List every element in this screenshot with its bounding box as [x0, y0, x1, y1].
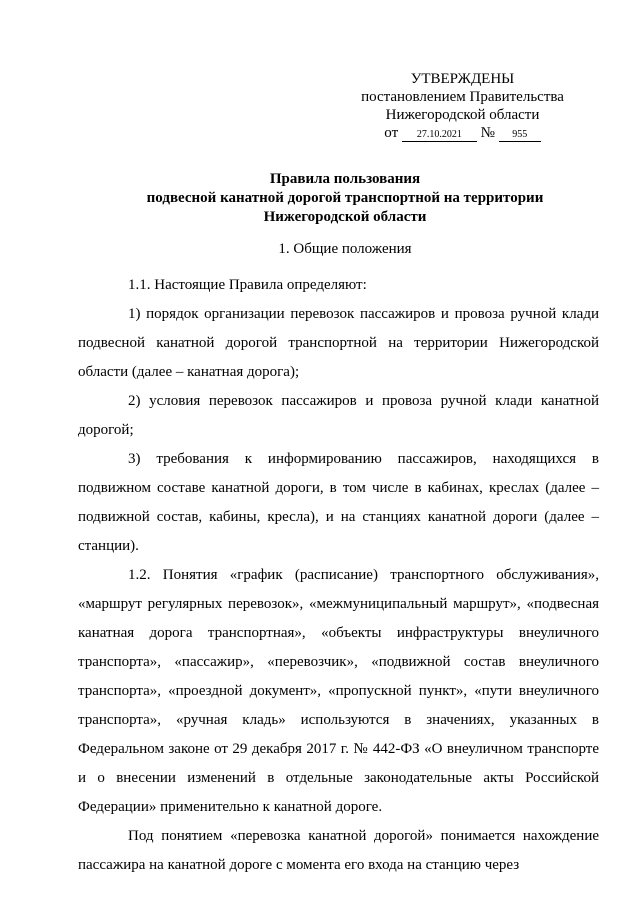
- title-line-3: Нижегородской области: [263, 209, 427, 225]
- paragraph: 1) порядок организации перевозок пассажиров и провоза ручной клади подвесной канатной дорогой транспортной на территории Нижегородской области (далее – канатная дорога);: [78, 306, 599, 380]
- section-heading: 1. Общие положения: [278, 241, 412, 257]
- approval-date-row: [360, 124, 565, 142]
- document-body: [78, 271, 599, 880]
- paragraph: 2) условия перевозок пассажиров и провоза ручной клади канатной дорогой;: [78, 393, 599, 438]
- approval-number-sign: №: [480, 125, 495, 141]
- paragraph: 1.2. Понятия «график (расписание) транспортного обслуживания», «маршрут регулярных перевозок», «межмуниципальный маршрут», «подвесная канатная дорога транспортная», «объекты инфраструктуры внеуличного транспорта», «пассажир», «перевозчик», «подвижной состав внеуличного транспорта», «проездной документ», «пропускной пункт», «пути внеуличного транспорта», «ручная кладь» используются в значениях, указанных в Федеральном законе от 29 декабря 2017 г. № 442-ФЗ «О внеуличном транспорте и о внесении изменений в отдельные законодательные акты Российской Федерации» применительно к канатной дороге.: [78, 567, 599, 815]
- paragraph: Под понятием «перевозка канатной дорогой» понимается нахождение пассажира на канатной дороге с момента его входа на станцию через: [78, 828, 599, 873]
- paragraph: 1.1. Настоящие Правила определяют:: [128, 277, 367, 293]
- approval-line-2: Нижегородской области: [385, 107, 540, 123]
- title-line-2: подвесной канатной дорогой транспортной на территории: [146, 190, 544, 206]
- approval-heading: УТВЕРЖДЕНЫ: [410, 71, 515, 87]
- title-line-1: Правила пользования: [269, 171, 421, 187]
- approval-stamp: [360, 70, 565, 142]
- document-title: [100, 170, 590, 227]
- approval-date-prefix: от: [384, 125, 399, 141]
- approval-line-1: постановлением Правительства: [361, 89, 564, 105]
- paragraph: 3) требования к информированию пассажиров, находящихся в подвижном составе канатной дороги, в том числе в кабинах, креслах (далее – подвижной состав, кабины, кресла), и на станциях канатной дороги (далее – станции).: [78, 451, 599, 554]
- approval-date: 27.10.2021: [402, 128, 477, 142]
- approval-number: 955: [499, 128, 541, 142]
